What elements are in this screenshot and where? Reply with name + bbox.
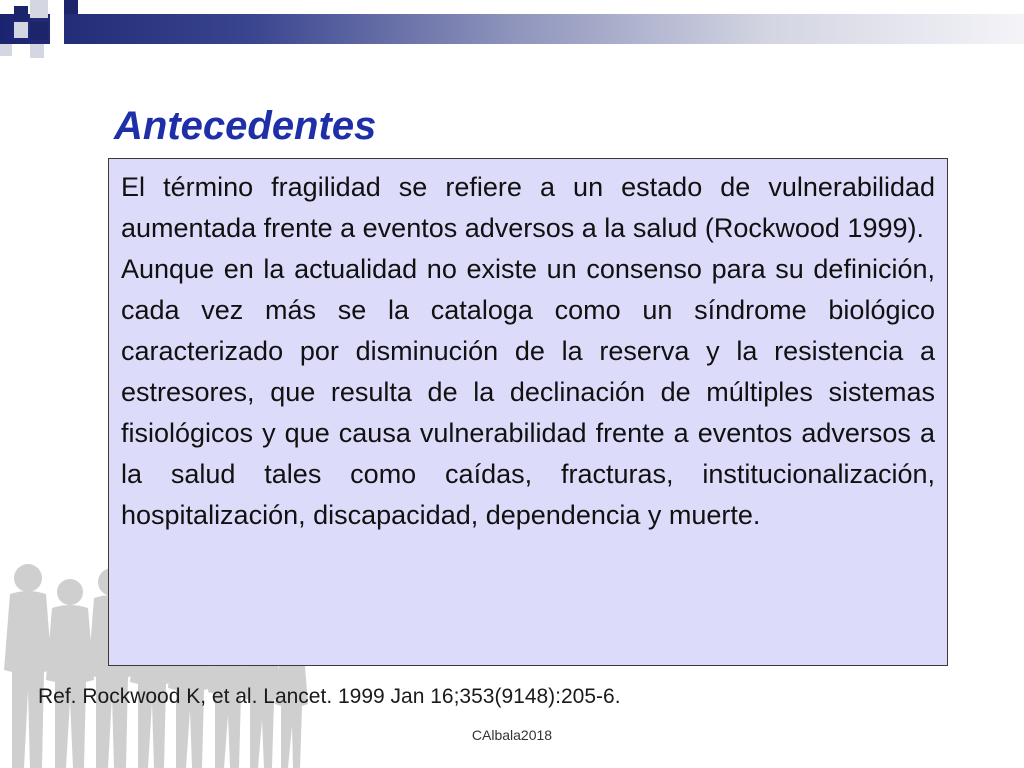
paragraph-syndrome: Aunque en la actualidad no existe un consenso para su definición, cada vez más se la cataloga como un síndrome biológico caracterizado por disminución de la reserva y la resistencia a estresores, que resulta de la declinación de múltiples sistemas fisiológicos y que causa vulnerabilidad frente a eventos adversos a la salud tales como caídas, fracturas, institucionalización, hospitalización, discapacidad, dependencia y muerte. bbox=[121, 254, 935, 530]
header-gradient-bar bbox=[0, 14, 1024, 44]
decorative-square bbox=[30, 44, 44, 58]
paragraph-definition: El término fragilidad se refiere a un estado de vulnerabilidad aumentada frente a eventos adversos a la salud (Rockwood 1999). bbox=[121, 172, 935, 243]
decorative-square bbox=[30, 0, 48, 18]
content-box bbox=[108, 158, 948, 666]
decorative-square bbox=[14, 22, 28, 38]
slide-title: Antecedentes bbox=[114, 104, 377, 148]
decorative-square bbox=[30, 22, 48, 40]
decorative-square bbox=[0, 44, 12, 56]
decorative-square bbox=[50, 14, 64, 44]
decorative-square bbox=[64, 0, 78, 14]
decorative-square bbox=[14, 6, 28, 20]
reference-citation: Ref. Rockwood K, et al. Lancet. 1999 Jan 16;353(9148):205-6. bbox=[38, 685, 621, 708]
footer-author: CAlbala2018 bbox=[471, 727, 553, 743]
